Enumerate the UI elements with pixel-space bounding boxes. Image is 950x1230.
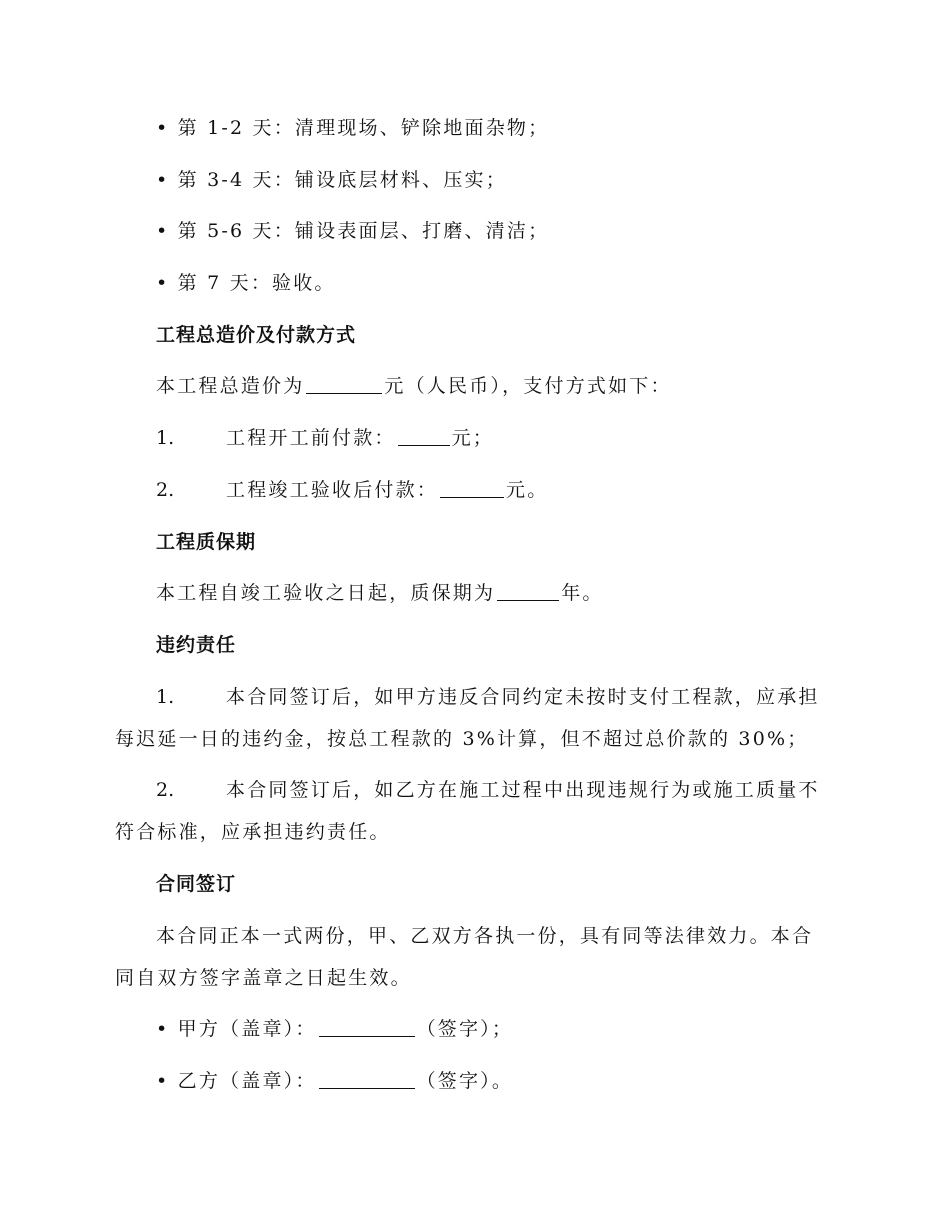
liability-section-heading: 违约责任	[156, 634, 237, 656]
payment-item-2-label: 工程竣工验收后付款：	[226, 479, 439, 501]
liability-item-1-line-2: 每迟延一日的违约金，按总工程款的 3%计算，但不超过总价款的 30%；	[115, 728, 809, 750]
total-price-blank	[306, 373, 382, 394]
party-a-signature-blank	[319, 1016, 415, 1037]
liability-item-2-line-2: 符合标准，应承担违约责任。	[115, 821, 391, 843]
price-section-heading: 工程总造价及付款方式	[156, 324, 357, 346]
party-b-label: • 乙方（盖章）：	[156, 1070, 317, 1092]
warranty-text-after: 年。	[561, 582, 604, 604]
party-b-suffix: （签字）。	[416, 1070, 514, 1092]
warranty-paragraph	[156, 579, 604, 607]
payment-item-2-blank	[440, 477, 504, 498]
signing-paragraph-line-1: 本合同正本一式两份，甲、乙双方各执一份，具有同等法律效力。本合	[156, 925, 814, 947]
payment-item-2-number: 2.	[156, 479, 175, 501]
liability-item-1-text: 本合同签订后，如甲方违反合同约定未按时支付工程款，应承担	[226, 686, 820, 708]
payment-item-1	[156, 424, 494, 452]
schedule-item-day-3-4: • 第 3-4 天：铺设底层材料、压实；	[156, 169, 507, 191]
liability-item-1-line-1	[156, 683, 820, 711]
signing-paragraph-line-2: 同自双方签字盖章之日起生效。	[115, 967, 412, 989]
liability-item-2-text: 本合同签订后，如乙方在施工过程中出现违规行为或施工质量不	[226, 779, 820, 801]
warranty-years-blank	[497, 580, 559, 601]
party-a-signature-line	[156, 1015, 513, 1043]
party-b-signature-line	[156, 1067, 513, 1095]
payment-item-1-suffix: 元；	[451, 427, 495, 449]
schedule-item-day-7: • 第 7 天：验收。	[156, 272, 336, 294]
party-a-label: • 甲方（盖章）：	[156, 1018, 317, 1040]
liability-item-2-number: 2.	[156, 779, 175, 801]
signing-section-heading: 合同签订	[156, 873, 237, 895]
schedule-item-day-1-2: • 第 1-2 天：清理现场、铲除地面杂物；	[156, 117, 550, 139]
price-intro-after: 元（人民币），支付方式如下：	[384, 375, 672, 397]
payment-item-1-blank	[398, 425, 450, 446]
payment-item-1-number: 1.	[156, 427, 175, 449]
party-a-suffix: （签字）；	[416, 1018, 514, 1040]
payment-item-1-label: 工程开工前付款：	[226, 427, 396, 449]
price-intro-before: 本工程总造价为	[156, 375, 305, 397]
liability-item-2-line-1	[156, 776, 820, 804]
warranty-section-heading: 工程质保期	[156, 531, 257, 553]
price-intro-paragraph	[156, 372, 672, 400]
payment-item-2	[156, 476, 548, 504]
party-b-signature-blank	[319, 1068, 415, 1089]
schedule-item-day-5-6: • 第 5-6 天：铺设表面层、打磨、清洁；	[156, 220, 550, 242]
liability-item-1-number: 1.	[156, 686, 175, 708]
payment-item-2-suffix: 元。	[506, 479, 549, 501]
warranty-text-before: 本工程自竣工验收之日起，质保期为	[156, 582, 496, 604]
